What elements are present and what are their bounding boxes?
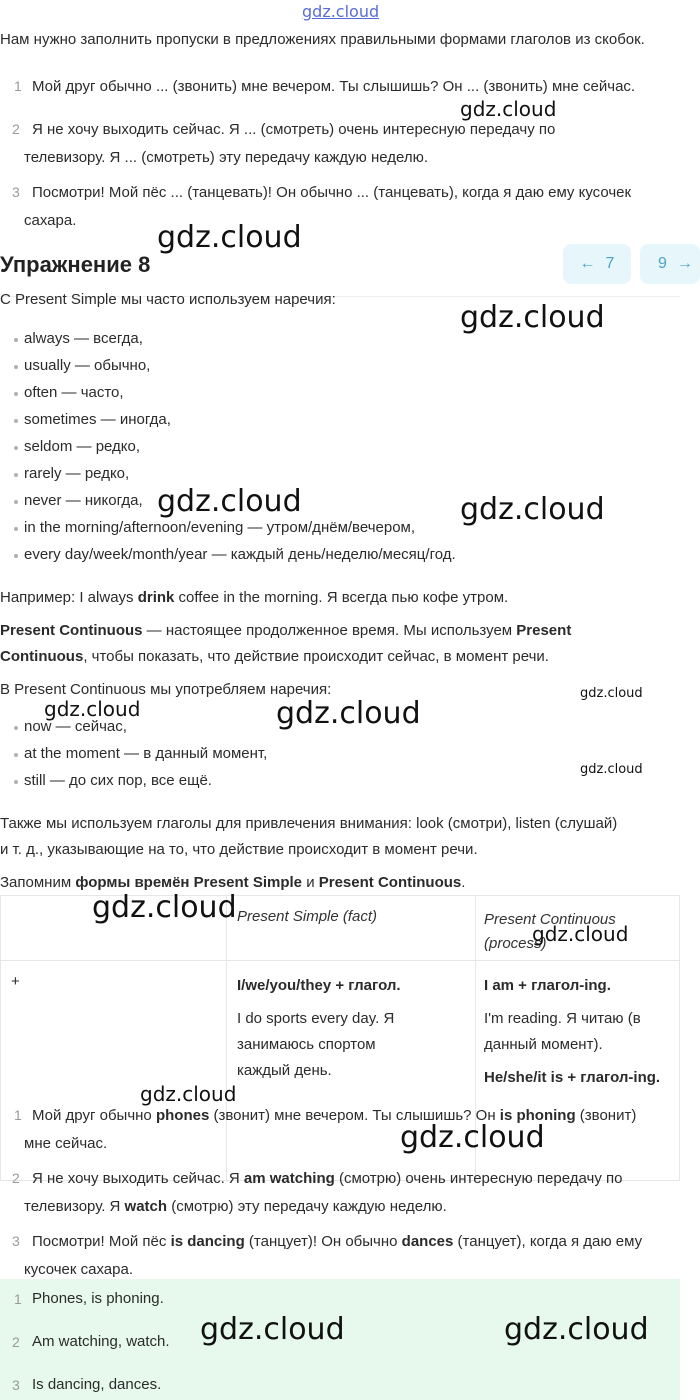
list-item: rarely — редко, — [24, 465, 130, 482]
pc-definition: Present Continuous — настоящее продолженное время. Мы используем Present — [0, 622, 572, 639]
list-item: now — сейчас, — [24, 718, 127, 735]
item-number: 3 — [12, 1377, 20, 1393]
item-number: 1 — [14, 1107, 22, 1123]
ps-adverbs-intro: С Present Simple мы часто используем наречия: — [0, 291, 336, 308]
list-item: at the moment — в данный момент, — [24, 745, 268, 762]
answer-text: Am watching, watch. — [32, 1333, 170, 1350]
watermark: gdz.cloud — [580, 686, 643, 701]
item-number: 1 — [14, 1291, 22, 1307]
remember-forms: Запомним формы времён Present Simple и Present Continuous. — [0, 874, 466, 891]
task-text: Посмотри! Мой пёс ... (танцевать)! Он обычно ... (танцевать), когда я даю ему кусочек — [32, 184, 632, 201]
item-number: 1 — [14, 78, 22, 94]
example-sentence: Например: I always drink coffee in the morning. Я всегда пью кофе утром. — [0, 589, 509, 606]
attention-verbs: Также мы используем глаголы для привлечения внимания: look (смотри), listen (слушай) — [0, 815, 618, 832]
table-cell-ps: I/we/you/they + глагол. I do sports every day. Я занимаюсь спортом каждый день. — [227, 961, 476, 1181]
watermark: gdz.cloud — [532, 922, 629, 946]
bullet — [14, 554, 18, 558]
watermark: gdz.cloud — [504, 1312, 649, 1347]
item-number: 2 — [12, 1170, 20, 1186]
list-item: in the morning/afternoon/evening — утром/днём/вечером, — [24, 519, 416, 536]
text-fragment: мне сейчас. — [24, 1135, 108, 1152]
watermark: gdz.cloud — [580, 762, 643, 777]
watermark: gdz.cloud — [157, 220, 302, 255]
watermark: gdz.cloud — [276, 696, 421, 731]
list-item: seldom — редко, — [24, 438, 141, 455]
list-item: always — всегда, — [24, 330, 143, 347]
exercise-title: Упражнение 8 — [0, 252, 151, 277]
task-text: Мой друг обычно ... (звонить) мне вечером. Ты слышишь? Он ... (звонить) мне сейчас. — [32, 78, 636, 95]
table-cell-pc: I am + глагол-ing. I'm reading. Я читаю (в данный момент). He/she/it is + глагол-ing. — [476, 961, 680, 1181]
answer-verb: am watching — [243, 1170, 335, 1187]
bullet — [14, 338, 18, 342]
list-item: usually — обычно, — [24, 357, 151, 374]
item-number: 3 — [12, 1233, 20, 1249]
task-text: телевизору. Я ... (смотреть) эту передачу каждую неделю. — [24, 149, 429, 166]
item-number: 2 — [12, 121, 20, 137]
answer-verb: is phoning — [499, 1107, 576, 1124]
watermark: gdz.cloud — [460, 97, 557, 121]
watermark: gdz.cloud — [460, 300, 605, 335]
bullet — [14, 500, 18, 504]
bullet — [14, 527, 18, 531]
bullet — [14, 365, 18, 369]
watermark: gdz.cloud — [44, 697, 141, 721]
list-item: never — никогда, — [24, 492, 143, 509]
answer-verb: phones — [155, 1107, 210, 1124]
text-fragment: (смотрю) эту передачу каждую неделю. — [167, 1198, 447, 1215]
site-logo[interactable]: gdz.cloud — [302, 2, 380, 21]
text-fragment: Мой друг обычно — [32, 1107, 156, 1124]
list-item: sometimes — иногда, — [24, 411, 171, 428]
table-header-pc: Present Continuous (process) — [476, 896, 680, 961]
ps-example: I do sports every day. Я занимаюсь спортом каждый день. — [237, 1010, 395, 1079]
text-fragment: Посмотри! Мой пёс — [32, 1233, 171, 1250]
text-fragment: (звонит) — [575, 1107, 637, 1124]
watermark: gdz.cloud — [92, 890, 237, 925]
pc-adverbs-intro: В Present Continuous мы употребляем наречия: — [0, 681, 332, 698]
text-fragment: (звонит) мне вечером. Ты слышишь? Он — [209, 1107, 500, 1124]
bullet — [14, 392, 18, 396]
next-exercise-button[interactable]: 9 → — [640, 244, 700, 284]
task-text: Я не хочу выходить сейчас. Я ... (смотреть) очень интересную передачу по — [32, 121, 556, 138]
item-number: 3 — [12, 184, 20, 200]
arrow-left-icon: ← — [579, 255, 596, 272]
text-fragment: телевизору. Я — [24, 1198, 125, 1215]
solution-text — [32, 1165, 622, 1192]
watermark: gdz.cloud — [400, 1120, 545, 1155]
text-fragment: кусочек сахара. — [24, 1261, 133, 1278]
attention-verbs-cont: и т. д., указывающие на то, что действие происходит в момент речи. — [0, 841, 478, 858]
text-fragment: (танцует)! Он обычно — [244, 1233, 402, 1250]
solution-text — [32, 1228, 642, 1255]
text-fragment: Я не хочу выходить сейчас. Я — [32, 1170, 244, 1187]
table-cell-sign: + — [1, 961, 227, 1181]
task-intro: Нам нужно заполнить пропуски в предложениях правильными формами глаголов из скобок. — [0, 31, 645, 48]
solution-text — [24, 1193, 447, 1220]
solution-text — [24, 1130, 107, 1157]
table-header-ps: Present Simple (fact) — [227, 896, 476, 961]
pc-example: I'm reading. Я читаю (в данный момент). — [484, 1010, 641, 1053]
answer-verb: watch — [124, 1198, 168, 1215]
list-item: still — до сих пор, все ещё. — [24, 772, 212, 789]
watermark: gdz.cloud — [140, 1082, 237, 1106]
answer-text: Is dancing, dances. — [32, 1376, 162, 1393]
text-fragment: (танцует), когда я даю ему — [453, 1233, 643, 1250]
arrow-right-icon: → — [676, 255, 693, 272]
answer-verb: dances — [401, 1233, 454, 1250]
bullet — [14, 726, 18, 730]
answer-text: Phones, is phoning. — [32, 1290, 164, 1307]
answer-verb: is dancing — [170, 1233, 245, 1250]
pc-definition-cont: Continuous, чтобы показать, что действие происходит сейчас, в момент речи. — [0, 648, 549, 665]
list-item: often — часто, — [24, 384, 124, 401]
bullet — [14, 473, 18, 477]
prev-exercise-button[interactable]: ← 7 — [563, 244, 631, 284]
task-text: сахара. — [24, 212, 77, 229]
item-number: 2 — [12, 1334, 20, 1350]
list-item: every day/week/month/year — каждый день/неделю/месяц/год. — [24, 546, 456, 563]
watermark: gdz.cloud — [200, 1312, 345, 1347]
bullet — [14, 446, 18, 450]
watermark: gdz.cloud — [157, 484, 302, 519]
text-fragment: (смотрю) очень интересную передачу по — [334, 1170, 623, 1187]
bullet — [14, 780, 18, 784]
solution-text — [32, 1102, 636, 1129]
bullet — [14, 753, 18, 757]
watermark: gdz.cloud — [460, 492, 605, 527]
bullet — [14, 419, 18, 423]
